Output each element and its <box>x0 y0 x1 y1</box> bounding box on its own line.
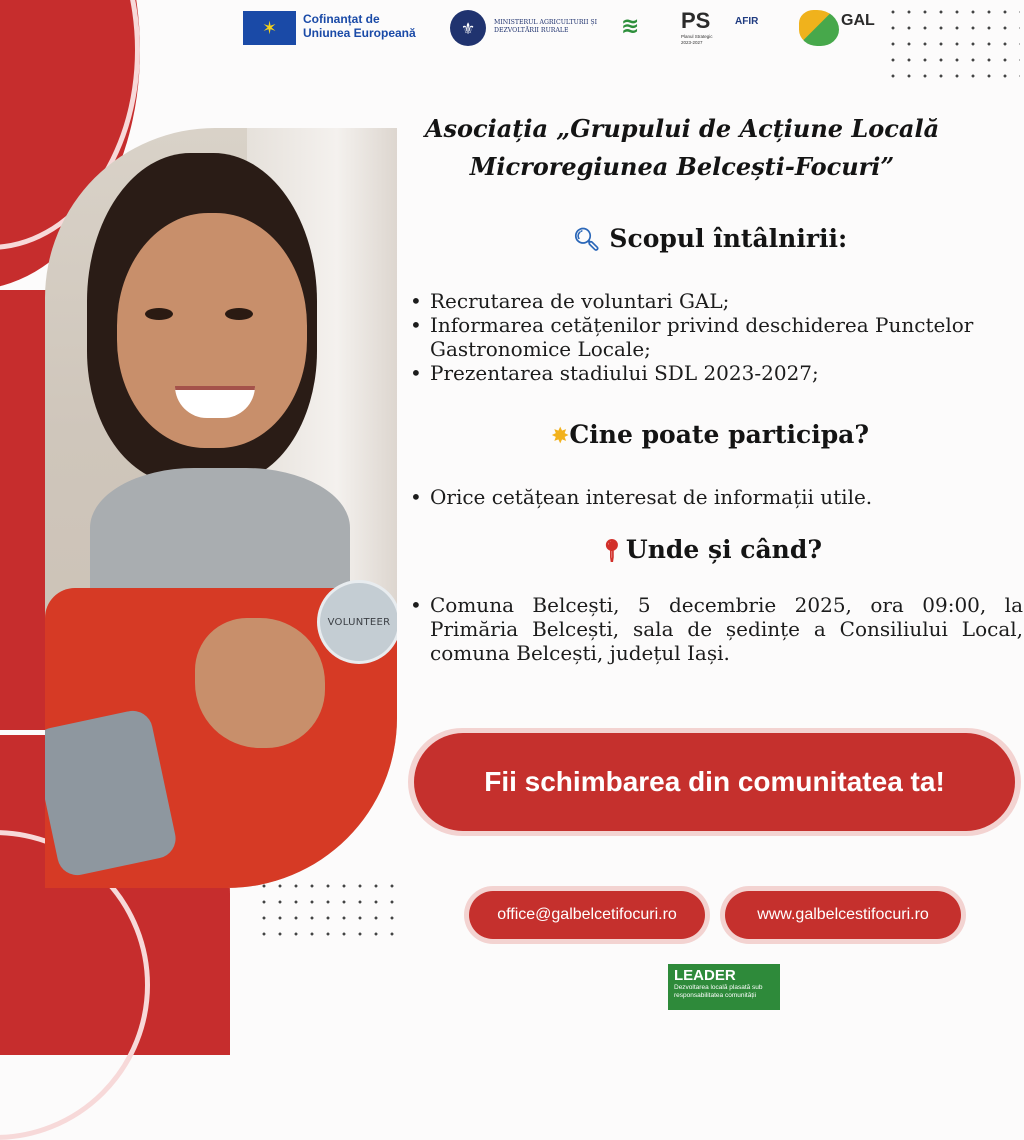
eu-flag-icon: ✶ <box>243 11 296 45</box>
list-item: • Comuna Belcești, 5 decembrie 2025, ora 09:00, la Primăria Belcești, sala de ședințe a Consiliului Local, comuna Belcești, județul Iași. <box>408 593 1023 665</box>
who-list <box>408 485 1008 509</box>
magnifier-icon: 🔍︎ <box>572 228 601 253</box>
gal-logo <box>799 8 879 52</box>
ps-logo-subtitle: Planul Strategic 2023-2027 <box>681 34 713 45</box>
eu-cofunding-label: Cofinanțat de Uniunea Europeană <box>303 12 416 40</box>
website-link[interactable]: www.galbelcestifocuri.ro <box>725 891 961 939</box>
partner-logos <box>243 8 883 50</box>
ps-logo-text: PS <box>681 8 711 33</box>
government-seal-icon: ⚜ <box>450 10 486 46</box>
decor-red-band <box>0 290 48 730</box>
afir-logo <box>735 16 775 44</box>
list-item: • Informarea cetățenilor privind deschiderea Punctelor Gastronomice Locale; <box>408 313 1008 361</box>
organization-title: Asociația „Grupului de Acțiune Locală Microregiunea Belcești-Focuri” <box>424 114 940 181</box>
leader-title: LEADER <box>674 967 736 984</box>
where-list <box>408 593 1023 665</box>
section-who-heading <box>420 420 1000 449</box>
cta-banner <box>408 728 1021 836</box>
email-link[interactable]: office@galbelcetifocuri.ro <box>469 891 705 939</box>
ministry-label: MINISTERUL AGRICULTURII ȘI DEZVOLTĂRII RURALE <box>494 19 598 34</box>
purpose-list <box>408 289 1008 385</box>
decor-dots-top-right <box>885 4 1020 84</box>
section-purpose-heading <box>420 224 1000 253</box>
list-item: • Orice cetățean interesat de informații utile. <box>408 485 1008 509</box>
gal-logo-text: GAL <box>841 12 875 29</box>
email-pill[interactable] <box>464 886 710 944</box>
photo-eye-left <box>145 308 173 320</box>
leader-subtitle: Dezvoltarea locală plasată sub responsabilitatea comunității <box>674 984 763 999</box>
gal-swoosh-icon <box>799 10 839 46</box>
afir-logo-text: AFIR <box>735 16 759 27</box>
section-purpose-title: Scopul întâlnirii: <box>609 224 848 253</box>
volunteer-badge: VOLUNTEER <box>317 580 397 664</box>
decor-dots-bottom <box>256 878 396 948</box>
section-who-title: Cine poate participa? <box>569 420 870 449</box>
leader-logo <box>668 964 780 1010</box>
section-where-heading <box>420 535 1000 564</box>
ps-logo <box>621 8 713 48</box>
website-pill[interactable] <box>720 886 966 944</box>
pin-icon: 📍︎ <box>597 539 626 564</box>
list-item: • Recrutarea de voluntari GAL; <box>408 289 1008 313</box>
section-where-title: Unde și când? <box>625 535 822 564</box>
cta-text: Fii schimbarea din comunitatea ta! <box>414 733 1015 831</box>
list-item: • Prezentarea stadiului SDL 2023-2027; <box>408 361 1008 385</box>
ps-stripes-icon: ≋ <box>621 14 638 39</box>
photo-hand <box>195 618 325 748</box>
photo-eye-right <box>225 308 253 320</box>
volunteer-photo <box>45 128 397 888</box>
star-icon: ✸ <box>550 424 570 449</box>
